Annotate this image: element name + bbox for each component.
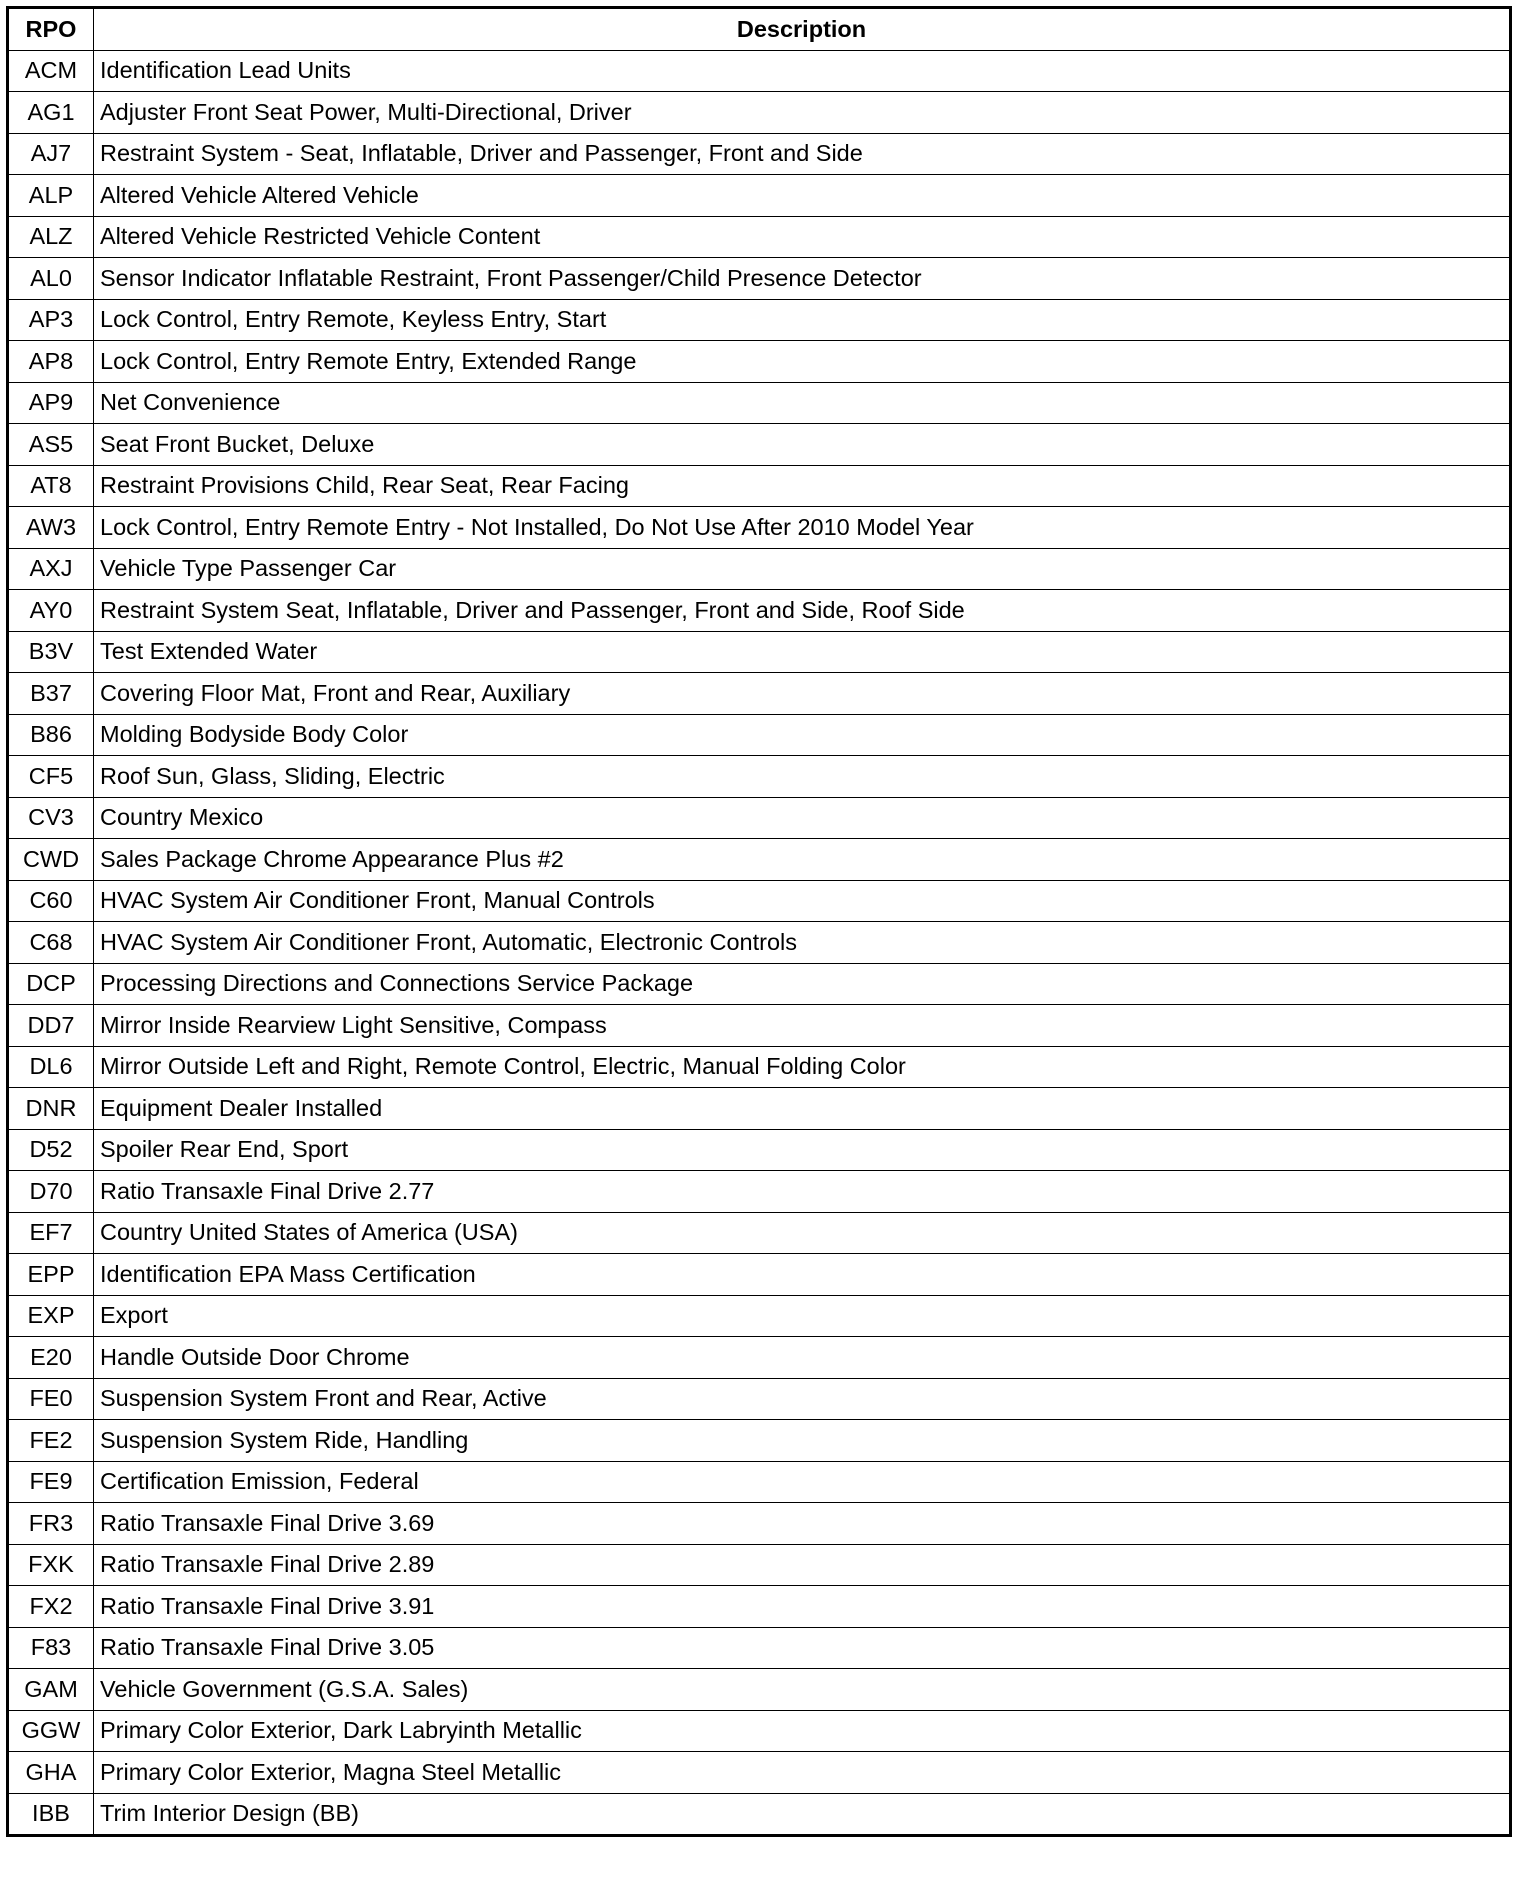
table-row [8, 963, 1511, 1005]
description-cell: Spoiler Rear End, Sport [94, 1129, 1511, 1171]
table-row [8, 1461, 1511, 1503]
rpo-code-cell: EF7 [8, 1212, 94, 1254]
table-row [8, 756, 1511, 798]
table-row [8, 631, 1511, 673]
rpo-code-cell: FR3 [8, 1503, 94, 1545]
description-cell: Vehicle Type Passenger Car [94, 548, 1511, 590]
description-cell: Mirror Inside Rearview Light Sensitive, Compass [94, 1005, 1511, 1047]
description-cell: Handle Outside Door Chrome [94, 1337, 1511, 1379]
rpo-code-cell: EPP [8, 1254, 94, 1296]
rpo-code-cell: CF5 [8, 756, 94, 798]
rpo-code-cell: AG1 [8, 92, 94, 134]
rpo-code-cell: C68 [8, 922, 94, 964]
table-row [8, 1503, 1511, 1545]
rpo-code-cell: AP9 [8, 382, 94, 424]
table-row [8, 1669, 1511, 1711]
rpo-code-cell: CV3 [8, 797, 94, 839]
description-cell: Roof Sun, Glass, Sliding, Electric [94, 756, 1511, 798]
description-cell: Lock Control, Entry Remote Entry - Not Installed, Do Not Use After 2010 Model Year [94, 507, 1511, 549]
table-row [8, 382, 1511, 424]
description-cell: Test Extended Water [94, 631, 1511, 673]
description-cell: Ratio Transaxle Final Drive 3.05 [94, 1627, 1511, 1669]
rpo-code-cell: DL6 [8, 1046, 94, 1088]
table-body [8, 50, 1511, 1836]
rpo-code-cell: F83 [8, 1627, 94, 1669]
table-row [8, 50, 1511, 92]
table-row [8, 341, 1511, 383]
rpo-code-cell: FXK [8, 1544, 94, 1586]
description-cell: Adjuster Front Seat Power, Multi-Directional, Driver [94, 92, 1511, 134]
description-cell: Ratio Transaxle Final Drive 3.69 [94, 1503, 1511, 1545]
description-cell: Sales Package Chrome Appearance Plus #2 [94, 839, 1511, 881]
column-header-rpo: RPO [8, 8, 94, 51]
description-cell: Processing Directions and Connections Service Package [94, 963, 1511, 1005]
rpo-code-cell: IBB [8, 1793, 94, 1836]
description-cell: Restraint System - Seat, Inflatable, Driver and Passenger, Front and Side [94, 133, 1511, 175]
table-row [8, 1212, 1511, 1254]
rpo-code-cell: AT8 [8, 465, 94, 507]
table-row [8, 1129, 1511, 1171]
description-cell: Primary Color Exterior, Magna Steel Metallic [94, 1752, 1511, 1794]
rpo-code-cell: EXP [8, 1295, 94, 1337]
description-cell: Suspension System Ride, Handling [94, 1420, 1511, 1462]
rpo-code-cell: GGW [8, 1710, 94, 1752]
description-cell: Suspension System Front and Rear, Active [94, 1378, 1511, 1420]
description-cell: Identification EPA Mass Certification [94, 1254, 1511, 1296]
description-cell: Certification Emission, Federal [94, 1461, 1511, 1503]
rpo-code-cell: ALZ [8, 216, 94, 258]
description-cell: HVAC System Air Conditioner Front, Automatic, Electronic Controls [94, 922, 1511, 964]
description-cell: Net Convenience [94, 382, 1511, 424]
rpo-code-cell: B37 [8, 673, 94, 715]
rpo-code-cell: B86 [8, 714, 94, 756]
rpo-code-cell: AL0 [8, 258, 94, 300]
table-row [8, 797, 1511, 839]
table-row [8, 299, 1511, 341]
rpo-code-cell: AP8 [8, 341, 94, 383]
description-cell: Restraint System Seat, Inflatable, Driver and Passenger, Front and Side, Roof Side [94, 590, 1511, 632]
table-row [8, 1752, 1511, 1794]
table-row [8, 548, 1511, 590]
table-row [8, 175, 1511, 217]
table-row [8, 465, 1511, 507]
description-cell: HVAC System Air Conditioner Front, Manual Controls [94, 880, 1511, 922]
table-row [8, 714, 1511, 756]
table-row [8, 258, 1511, 300]
description-cell: Ratio Transaxle Final Drive 2.77 [94, 1171, 1511, 1213]
rpo-code-cell: D70 [8, 1171, 94, 1213]
description-cell: Vehicle Government (G.S.A. Sales) [94, 1669, 1511, 1711]
rpo-code-cell: AXJ [8, 548, 94, 590]
table-row [8, 1627, 1511, 1669]
table-row [8, 1420, 1511, 1462]
rpo-code-cell: C60 [8, 880, 94, 922]
description-cell: Ratio Transaxle Final Drive 2.89 [94, 1544, 1511, 1586]
rpo-code-cell: FX2 [8, 1586, 94, 1628]
rpo-code-cell: B3V [8, 631, 94, 673]
description-cell: Seat Front Bucket, Deluxe [94, 424, 1511, 466]
description-cell: Export [94, 1295, 1511, 1337]
rpo-code-cell: DCP [8, 963, 94, 1005]
rpo-code-cell: FE2 [8, 1420, 94, 1462]
rpo-code-cell: DNR [8, 1088, 94, 1130]
rpo-code-cell: E20 [8, 1337, 94, 1379]
description-cell: Trim Interior Design (BB) [94, 1793, 1511, 1836]
rpo-code-cell: ALP [8, 175, 94, 217]
rpo-code-cell: FE0 [8, 1378, 94, 1420]
description-cell: Restraint Provisions Child, Rear Seat, Rear Facing [94, 465, 1511, 507]
description-cell: Primary Color Exterior, Dark Labryinth Metallic [94, 1710, 1511, 1752]
table-row [8, 1088, 1511, 1130]
rpo-code-cell: AJ7 [8, 133, 94, 175]
table-row [8, 1793, 1511, 1836]
table-row [8, 133, 1511, 175]
table-row [8, 1254, 1511, 1296]
table-row [8, 1378, 1511, 1420]
table-row [8, 839, 1511, 881]
rpo-code-cell: FE9 [8, 1461, 94, 1503]
table-row [8, 1005, 1511, 1047]
description-cell: Country Mexico [94, 797, 1511, 839]
rpo-code-cell: DD7 [8, 1005, 94, 1047]
description-cell: Equipment Dealer Installed [94, 1088, 1511, 1130]
description-cell: Lock Control, Entry Remote Entry, Extended Range [94, 341, 1511, 383]
description-cell: Covering Floor Mat, Front and Rear, Auxiliary [94, 673, 1511, 715]
table-row [8, 1710, 1511, 1752]
rpo-code-cell: GAM [8, 1669, 94, 1711]
table-row [8, 507, 1511, 549]
rpo-code-cell: AW3 [8, 507, 94, 549]
table-row [8, 1337, 1511, 1379]
table-row [8, 1171, 1511, 1213]
table-header-row [8, 8, 1511, 51]
table-row [8, 922, 1511, 964]
table-row [8, 1586, 1511, 1628]
description-cell: Altered Vehicle Restricted Vehicle Content [94, 216, 1511, 258]
table-row [8, 1295, 1511, 1337]
table-row [8, 92, 1511, 134]
description-cell: Molding Bodyside Body Color [94, 714, 1511, 756]
table-row [8, 1046, 1511, 1088]
rpo-code-cell: GHA [8, 1752, 94, 1794]
rpo-code-cell: ACM [8, 50, 94, 92]
description-cell: Sensor Indicator Inflatable Restraint, Front Passenger/Child Presence Detector [94, 258, 1511, 300]
column-header-description: Description [94, 8, 1511, 51]
table-row [8, 880, 1511, 922]
description-cell: Identification Lead Units [94, 50, 1511, 92]
description-cell: Ratio Transaxle Final Drive 3.91 [94, 1586, 1511, 1628]
rpo-code-cell: D52 [8, 1129, 94, 1171]
table-row [8, 673, 1511, 715]
rpo-code-cell: AP3 [8, 299, 94, 341]
description-cell: Mirror Outside Left and Right, Remote Control, Electric, Manual Folding Color [94, 1046, 1511, 1088]
rpo-code-cell: AS5 [8, 424, 94, 466]
rpo-code-cell: CWD [8, 839, 94, 881]
table-row [8, 424, 1511, 466]
table-row [8, 1544, 1511, 1586]
description-cell: Lock Control, Entry Remote, Keyless Entry, Start [94, 299, 1511, 341]
rpo-table [6, 6, 1512, 1837]
table-row [8, 216, 1511, 258]
table-row [8, 590, 1511, 632]
rpo-code-cell: AY0 [8, 590, 94, 632]
description-cell: Altered Vehicle Altered Vehicle [94, 175, 1511, 217]
description-cell: Country United States of America (USA) [94, 1212, 1511, 1254]
